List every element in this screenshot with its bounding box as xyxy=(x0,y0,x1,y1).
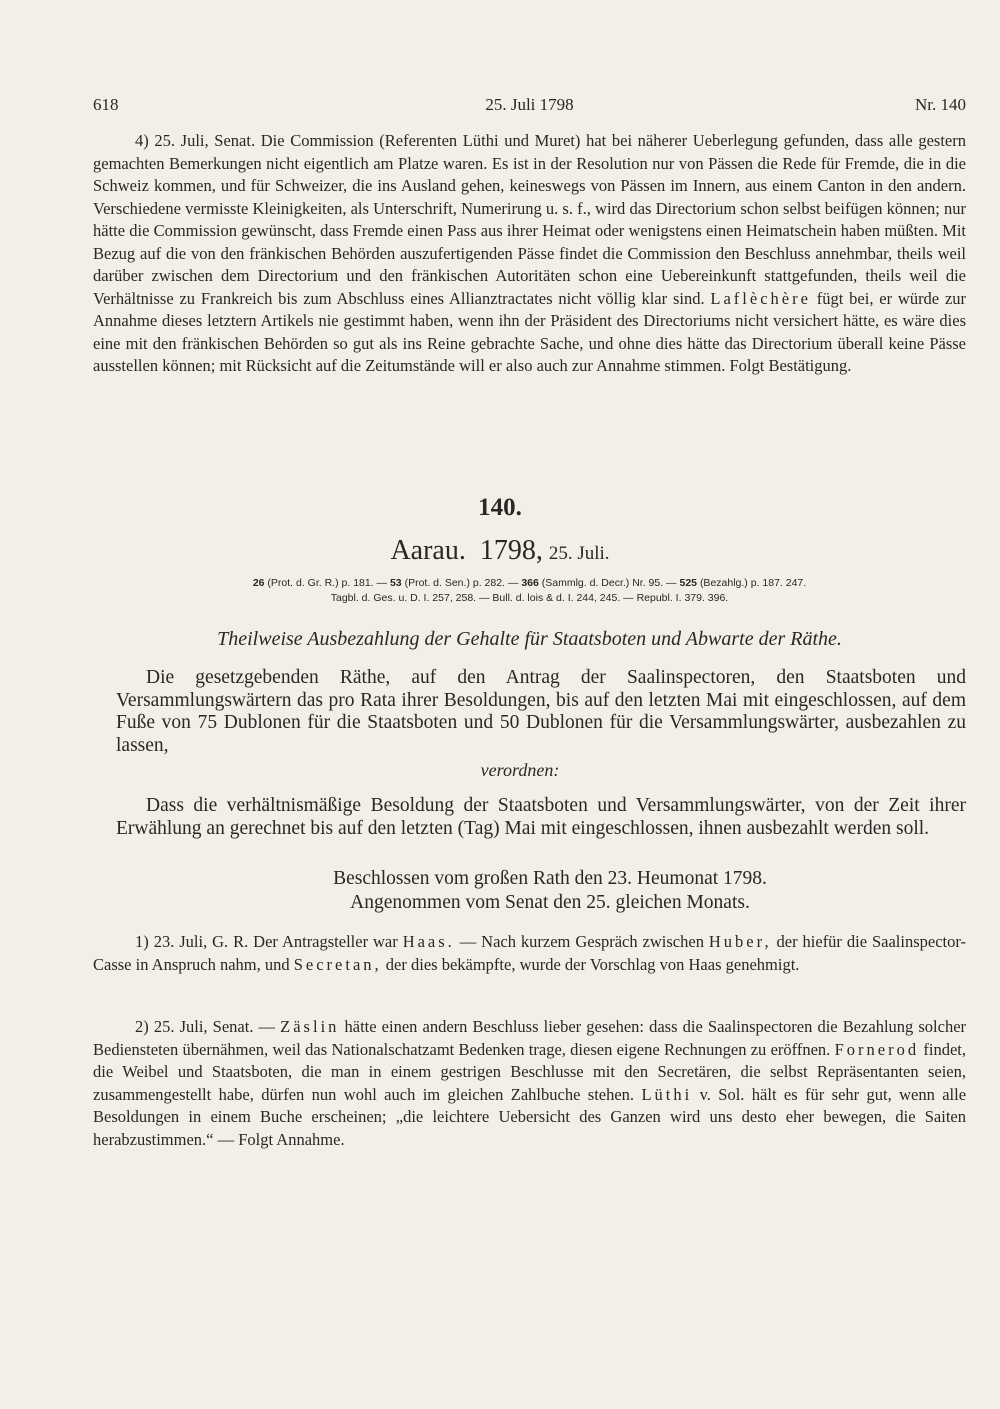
verordnen-heading: verordnen: xyxy=(480,760,560,780)
speaker-name: Haas. xyxy=(402,932,455,951)
footnote-text: fügt bei, er würde zur Annahme dieses letztern Artikels nie gestimmt haben, wenn ihn der Präsident des Directoriums nicht versichert hätte, es wäre dies eine mit den fränkischen Behörden so gut als ins Reine gebrachte Sache, und ohne dies hätte das Directorium überall keine Pässe ausstellen können; mit Rücksicht auf die Zeitumstände will er also auch zur Annahme stimmen. Folgt Bestätigung. xyxy=(93,288,967,375)
reference-text: (Prot. d. Gr. R.) p. 181. — xyxy=(267,577,388,589)
source-references xyxy=(93,576,966,606)
reference-text: (Prot. d. Sen.) p. 282. — xyxy=(404,577,519,589)
decree-text: Dass die verhältnismäßige Besoldung der Staatsboten und Versammlungswärter, von der Zeit ihrer Erwählung an gerechnet bis auf den letzten (Tag) Mai mit eingeschlossen, ihnen ausbezahlt werden soll. xyxy=(116,795,966,839)
speaker-name: Fornerod xyxy=(834,1039,920,1059)
document-place-date xyxy=(0,535,1000,567)
speaker-name: Zäslin xyxy=(280,1017,340,1036)
footnote-1: 1) 23. Juli, G. R. Der Antragsteller war Haas. — Nach kurzem Gespräch zwischen Huber, der hiefür die Saalinspector-Casse in Anspruch nahm, und Secretan, der dies bekämpfte, wurde der Vorschlag von Haas genehmigt. xyxy=(93,932,967,974)
speaker-name: Laflèchère xyxy=(710,288,811,308)
acceptance-line: Angenommen vom Senat den 25. gleichen Monats. xyxy=(350,892,750,913)
reference-number: 26 xyxy=(252,577,265,589)
document-day: 25. Juli. xyxy=(548,543,610,564)
document-title: Theilweise Ausbezahlung der Gehalte für Staatsboten und Abwarte der Räthe. xyxy=(217,628,842,650)
reference-text: (Sammlg. d. Decr.) Nr. 95. — xyxy=(541,577,677,589)
reference-number: 366 xyxy=(521,577,539,589)
document-place: Aarau. xyxy=(390,535,466,566)
header-document-number: Nr. 140 xyxy=(915,95,966,114)
speaker-name: Huber, xyxy=(708,932,772,951)
reference-number: 53 xyxy=(389,577,402,589)
reference-text: (Bezahlg.) p. 187. 247. xyxy=(699,577,807,589)
speaker-name: Lüthi xyxy=(641,1084,693,1104)
resolution-line: Beschlossen vom großen Rath den 23. Heumonat 1798. xyxy=(333,868,767,889)
footnote-number: 4) xyxy=(135,131,149,150)
running-header xyxy=(93,95,966,117)
preamble: Die gesetzgebenden Räthe, auf den Antrag der Saalinspectoren, den Staatsboten und Versammlungswärtern das pro Rata ihrer Besoldungen, bis auf den letzten Mai mit eingeschlossen, auf dem Fuße von 75 Dublonen für die Staatsboten und 50 Dublonen für die Versammlungswärter, ausbezahlen zu lassen, xyxy=(116,667,966,756)
footnote-text: 25. Juli, Senat. Die Commission (Referenten Lüthi und Muret) hat bei näherer Ueberlegung gefunden, dass alle gestern gemachten Bemerkungen nicht eigentlich am Platze waren. Es ist in der Resolution nur von Pässen die Rede für Fremde, die in die Schweiz kommen, und für Schweizer, die ins Ausland gehen, keineswegs von Pässen im Innern, aus einem Canton in den andern. Verschiedene vermisste Kleinigkeiten, als Unterschrift, Numerirung u. s. f., wird das Directorium schon selbst beifügen können; nur hätte die Commission gewünscht, dass Fremde einen Pass aus ihrer Heimat oder wenigstens einen Heimatschein haben müßten. Mit Bezug auf die von den fränkischen Behörden auszufertigenden Pässe findet die Commission den Beschluss annehmbar, theils weil darüber zwischen dem Directorium und den fränkischen Autoritäten schon eine Uebereinkunft stattgefunden, theils weil die Verhältnisse zu Frankreich bis zum Abschluss eines Allianztractates nicht völlig klar sind. xyxy=(93,131,967,308)
footnote-2: 2) 25. Juli, Senat. — Zäslin hätte einen andern Beschluss lieber gesehen: dass die Saalinspectoren die Bezahlung solcher Bediensteten übernähmen, weil das Nationalschatzamt Bedenken trage, diesen eigene Rechnungen zu eröffnen. Fornerod findet, die Weibel und Staatsboten, die man in einem gestrigen Beschlusse mit den Secretären, die selbst Repräsentanten seien, zusammengestellt habe, dürfen nun wohl auch im gleichen Zahlbuche stehen. Lüthi v. Sol. hält es für sehr gut, wenn alle Besoldungen in einem Buche erscheinen; „die leichtere Uebersicht des Ganzen wird uns desto eher bewegen, die Saiten herabzustimmen.“ — Folgt Annahme. xyxy=(93,1017,967,1149)
document-year: 1798, xyxy=(479,535,543,566)
references-line-1 xyxy=(93,576,966,591)
speaker-name: Secretan, xyxy=(293,954,382,974)
page-number: 618 xyxy=(93,95,119,114)
references-line-2: Tagbl. d. Ges. u. D. I. 257, 258. — Bull. d. lois & d. I. 244, 245. — Republ. I. 379. 396. xyxy=(330,592,729,604)
footnote-4 xyxy=(93,130,966,378)
reference-number: 525 xyxy=(679,577,698,589)
header-date: 25. Juli 1798 xyxy=(485,95,574,114)
document-number: 140. xyxy=(478,494,522,521)
